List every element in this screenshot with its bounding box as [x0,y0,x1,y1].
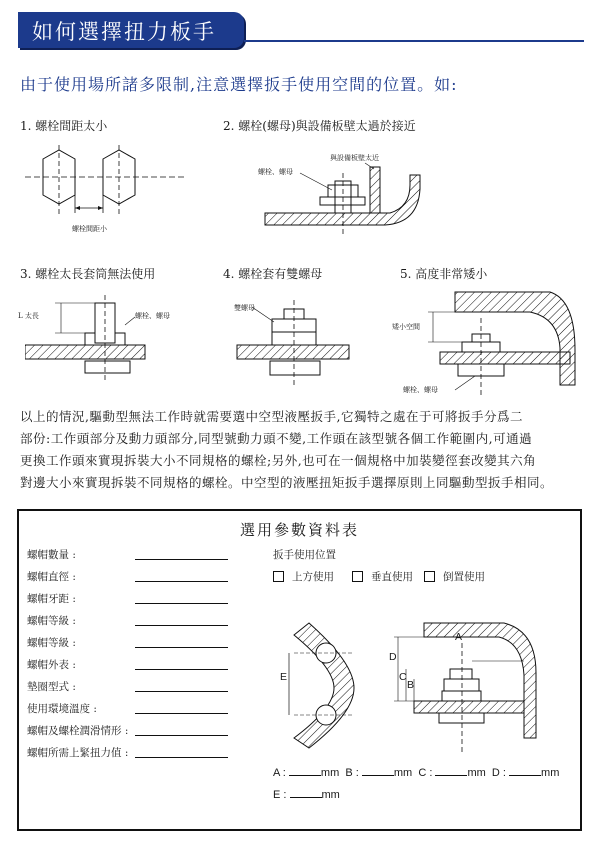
dim-e-label: E : [273,789,287,801]
field-input-line[interactable] [135,757,228,758]
figure-short-space [400,290,580,400]
dimension-diagram [274,603,564,763]
field-input-line[interactable] [135,603,228,604]
field-label: 墊圈型式 : [27,681,76,693]
parameter-table [17,509,582,831]
unit-label: mm [393,767,413,779]
field-label: 螺帽所需上緊扭力值 : [27,747,129,759]
section-2-label: 2. 螺栓(螺母)與設備板壁太過於接近 [223,119,416,133]
option-label: 倒置使用 [443,571,485,583]
section-5-label: 5. 高度非常矮小 [400,267,488,281]
field-row [27,635,76,650]
field-label: 螺帽數量 : [27,549,76,561]
field-label: 螺帽等級 : [27,637,76,649]
field-label: 螺帽等級 : [27,615,76,627]
dim-e-input[interactable] [290,797,322,798]
section-4-label: 4. 螺栓套有雙螺母 [223,267,323,281]
explanation-paragraph [20,406,585,494]
bolt-nut-label-3: 螺栓、螺母 [135,312,170,320]
intro-text: 由于使用場所諸多限制,注意選擇扳手使用空間的位置。如: [20,75,458,94]
field-input-line[interactable] [135,581,228,582]
field-input-line[interactable] [135,669,228,670]
section-1-label: 1. 螺栓間距太小 [20,119,108,133]
dim-letter-a: A [455,631,463,643]
unit-label: mm [541,767,560,779]
option-vertical[interactable] [352,569,413,584]
position-title: 扳手使用位置 [273,549,336,561]
field-input-line[interactable] [135,691,228,692]
bolt-nut-label-5: 螺栓、螺母 [403,386,438,394]
unit-label: mm [321,789,340,801]
dim-d-input[interactable] [509,775,541,776]
field-input-line[interactable] [135,625,228,626]
paragraph-line: 以上的情況,驅動型無法工作時就需要選中空型液壓扳手,它獨特之處在于可將扳手分爲二 [20,409,523,424]
checkbox-icon[interactable] [273,571,284,582]
title-rule [244,40,584,42]
field-label: 螺帽外表 : [27,659,76,671]
paragraph-line: 更換工作頭來實現拆裝大小不同規格的螺栓;另外,也可在一個規格中加裝變徑套改變其六角 [20,453,537,468]
dim-a-label: A : [273,767,286,779]
dim-letter-c: C [399,671,407,683]
field-label: 螺帽及螺栓潤滑情形 : [27,725,129,737]
field-row [27,569,76,584]
field-row [27,613,76,628]
title-banner [18,12,244,48]
field-row [27,657,76,672]
dim-a-input[interactable] [289,775,321,776]
checkbox-icon[interactable] [352,571,363,582]
field-row [27,745,128,760]
dim-b-input[interactable] [362,775,394,776]
checkbox-icon[interactable] [424,571,435,582]
dim-b-label: B : [345,767,359,779]
field-input-line[interactable] [135,735,228,736]
dim-c-input[interactable] [435,775,467,776]
field-row [27,591,76,606]
field-row [27,679,76,694]
option-label: 垂直使用 [371,571,413,583]
near-wall-label: 與設備板壁太近 [330,154,379,162]
dim-letter-b: B [407,679,415,691]
figure-long-bolt [25,295,175,385]
field-input-line[interactable] [135,713,228,714]
unit-label: mm [467,767,486,779]
section-3-label: 3. 螺栓太長套筒無法使用 [20,267,156,281]
option-inverted[interactable] [424,569,485,584]
field-row [27,701,97,716]
bolt-nut-label-2: 螺栓、螺母 [258,168,293,176]
dim-c-label: C : [418,767,433,779]
field-row [27,723,128,738]
option-top[interactable] [273,569,334,584]
l-long-label: L 太長 [18,312,39,320]
short-space-label: 矮小空間 [392,323,420,331]
field-label: 螺帽直徑 : [27,571,76,583]
bolt-gap-label: 螺栓間距小 [72,225,107,233]
dim-d-label: D : [491,767,506,779]
dims-row-2 [273,789,340,801]
paragraph-line: 對邊大小來實現拆裝不同規格的螺栓。中空型的液壓扭矩扳手選擇原則上同驅動型扳手相同。 [20,475,554,490]
field-input-line[interactable] [135,559,228,560]
dim-letter-d: D [389,651,397,663]
unit-label: mm [320,767,340,779]
option-label: 上方使用 [292,571,334,583]
dim-letter-e: E [280,671,288,683]
page-title: 如何選擇扭力板手 [32,20,216,44]
dims-row-1 [273,767,559,779]
table-title: 選用參數資料表 [239,521,359,539]
field-label: 螺帽牙距 : [27,593,76,605]
double-nut-label: 雙螺母 [234,304,255,312]
field-input-line[interactable] [135,647,228,648]
field-row [27,547,76,562]
paragraph-line: 部份:工作頭部分及動力頭部分,同型號動力頭不變,工作頭在該型號各個工作範圍内,可通過 [20,431,533,446]
field-label: 使用環境溫度 : [27,703,97,715]
